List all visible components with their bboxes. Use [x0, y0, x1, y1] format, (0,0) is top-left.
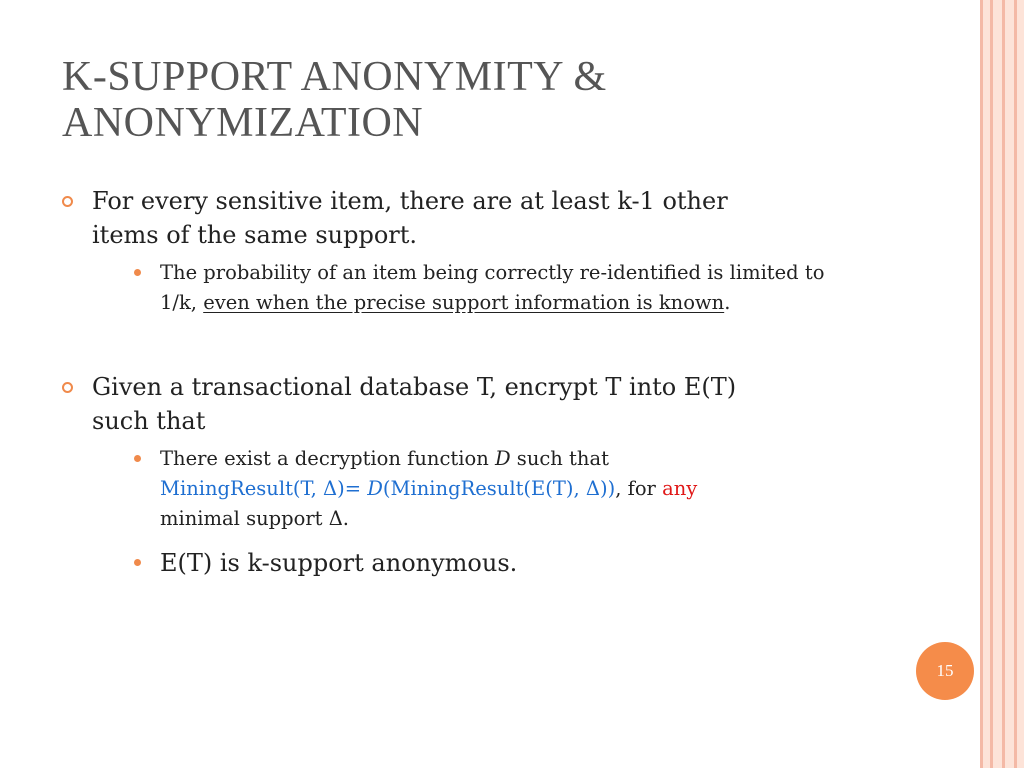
bullet-k-support-definition	[62, 184, 862, 252]
decryption-tail: minimal support Δ.	[160, 507, 349, 530]
decryption-function-symbol: D	[494, 447, 511, 470]
bullet-text-line-1: For every sensitive item, there are at least k-1 other	[92, 187, 728, 215]
slide-title-line-1: K-SUPPORT ANONYMITY &	[62, 54, 607, 100]
formula-left: MiningResult(T, Δ)=	[160, 477, 368, 500]
decorative-side-stripes	[972, 0, 1024, 768]
sub-bullet-k-support-anonymous	[134, 546, 862, 580]
sub-bullet-text: E(T) is k-support anonymous.	[160, 549, 518, 577]
formula-right: (MiningResult(E(T), Δ))	[382, 477, 616, 500]
dot-bullet-icon	[134, 455, 141, 462]
sub-bullet-prefix: The probability of an item being correctly re-identified is limited to 1/k,	[160, 261, 825, 314]
circle-bullet-icon	[62, 196, 73, 207]
sub-bullet-underlined: even when the precise support information is known	[203, 291, 725, 314]
sub-bullet-decryption-function	[134, 444, 862, 534]
page-number: 15	[936, 661, 954, 680]
slide-title-line-2: ANONYMIZATION	[62, 100, 424, 146]
decryption-middle: such that	[510, 447, 609, 470]
sub-bullet-suffix: .	[724, 291, 731, 314]
dot-bullet-icon	[134, 559, 141, 566]
bullet-text-line-2: such that	[92, 407, 206, 435]
slide-title	[62, 54, 942, 146]
formula-comma-for: , for	[615, 477, 663, 500]
circle-bullet-icon	[62, 382, 73, 393]
slide-content	[62, 184, 862, 580]
bullet-encryption	[62, 370, 862, 438]
decryption-prefix: There exist a decryption function	[160, 447, 495, 470]
sub-bullet-probability	[134, 258, 862, 318]
dot-bullet-icon	[134, 269, 141, 276]
bullet-text-line-1: Given a transactional database T, encrypt T into E(T)	[92, 373, 737, 401]
bullet-text-line-2: items of the same support.	[92, 221, 418, 249]
page-number-badge	[916, 642, 974, 700]
formula-function: D	[367, 477, 383, 500]
any-emphasis: any	[662, 477, 698, 500]
